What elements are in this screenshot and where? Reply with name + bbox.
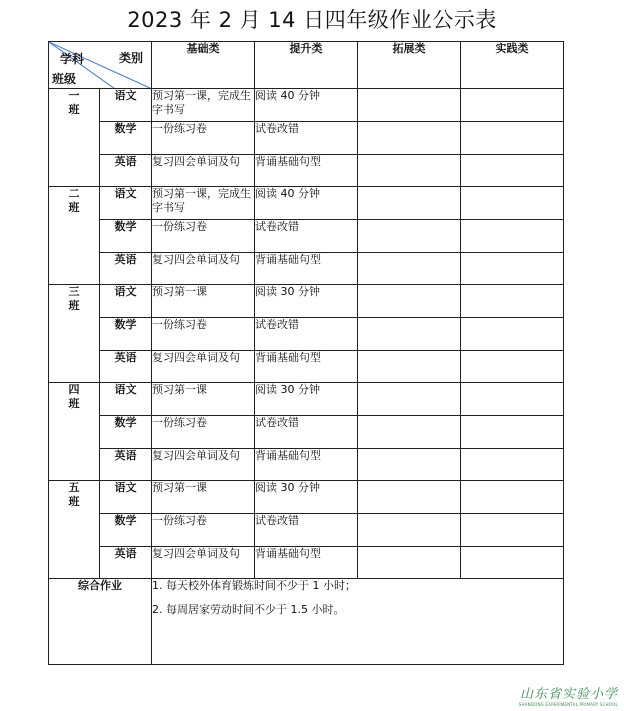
extended-cell	[358, 547, 461, 579]
practice-cell	[461, 155, 564, 187]
subject-cell: 语文	[100, 89, 152, 122]
advanced-cell: 背诵基础句型	[255, 547, 358, 579]
class-name-cell: 四 班	[49, 383, 100, 481]
subject-cell: 语文	[100, 285, 152, 318]
subject-cell: 英语	[100, 253, 152, 285]
table-row	[49, 253, 564, 285]
practice-cell	[461, 318, 564, 351]
extended-cell	[358, 187, 461, 220]
table-row	[49, 383, 564, 416]
table-row	[49, 187, 564, 220]
table-row	[49, 416, 564, 449]
column-header-advanced: 提升类	[255, 42, 358, 89]
practice-cell	[461, 351, 564, 383]
school-logo	[519, 683, 618, 707]
column-header-basic: 基础类	[152, 42, 255, 89]
practice-cell	[461, 187, 564, 220]
class-name-cell: 三 班	[49, 285, 100, 383]
table-row	[49, 449, 564, 481]
table-row	[49, 285, 564, 318]
extended-cell	[358, 514, 461, 547]
basic-cell: 预习第一课	[152, 383, 255, 416]
extended-cell	[358, 416, 461, 449]
basic-cell: 一份练习卷	[152, 318, 255, 351]
advanced-cell: 阅读 30 分钟	[255, 383, 358, 416]
basic-cell: 一份练习卷	[152, 220, 255, 253]
advanced-cell: 阅读 30 分钟	[255, 481, 358, 514]
homework-table	[48, 41, 564, 665]
subject-cell: 数学	[100, 514, 152, 547]
practice-cell	[461, 220, 564, 253]
advanced-cell: 试卷改错	[255, 416, 358, 449]
practice-cell	[461, 481, 564, 514]
extended-cell	[358, 481, 461, 514]
subject-cell: 语文	[100, 383, 152, 416]
advanced-cell: 试卷改错	[255, 318, 358, 351]
extended-cell	[358, 318, 461, 351]
practice-cell	[461, 514, 564, 547]
advanced-cell: 阅读 40 分钟	[255, 89, 358, 122]
extended-cell	[358, 155, 461, 187]
summary-content	[152, 579, 564, 665]
basic-cell: 复习四会单词及句	[152, 155, 255, 187]
practice-cell	[461, 122, 564, 155]
class-name-cell: 五 班	[49, 481, 100, 579]
corner-header-cell	[49, 42, 152, 89]
practice-cell	[461, 383, 564, 416]
table-row	[49, 514, 564, 547]
table-row	[49, 89, 564, 122]
page-title: 2023 年 2 月 14 日四年级作业公示表	[127, 8, 497, 32]
advanced-cell: 试卷改错	[255, 122, 358, 155]
table-row	[49, 351, 564, 383]
subject-cell: 语文	[100, 481, 152, 514]
summary-label: 综合作业	[49, 579, 152, 665]
basic-cell: 复习四会单词及句	[152, 449, 255, 481]
practice-cell	[461, 253, 564, 285]
advanced-cell: 阅读 40 分钟	[255, 187, 358, 220]
table-row	[49, 220, 564, 253]
column-header-extended: 拓展类	[358, 42, 461, 89]
header-row	[49, 42, 564, 89]
subject-cell: 数学	[100, 318, 152, 351]
class-name-cell: 二 班	[49, 187, 100, 285]
practice-cell	[461, 449, 564, 481]
subject-cell: 语文	[100, 187, 152, 220]
extended-cell	[358, 220, 461, 253]
table-row	[49, 122, 564, 155]
practice-cell	[461, 416, 564, 449]
extended-cell	[358, 122, 461, 155]
basic-cell: 一份练习卷	[152, 514, 255, 547]
advanced-cell: 背诵基础句型	[255, 155, 358, 187]
summary-row	[49, 579, 564, 665]
column-header-practice: 实践类	[461, 42, 564, 89]
extended-cell	[358, 351, 461, 383]
advanced-cell: 试卷改错	[255, 514, 358, 547]
extended-cell	[358, 285, 461, 318]
corner-label-subject: 学科	[60, 52, 85, 66]
basic-cell: 一份练习卷	[152, 416, 255, 449]
subject-cell: 数学	[100, 122, 152, 155]
logo-text-cn: 山东省实验小学	[519, 687, 618, 702]
subject-cell: 英语	[100, 547, 152, 579]
basic-cell: 复习四会单词及句	[152, 351, 255, 383]
advanced-cell: 背诵基础句型	[255, 351, 358, 383]
subject-cell: 英语	[100, 351, 152, 383]
extended-cell	[358, 383, 461, 416]
table-row	[49, 481, 564, 514]
basic-cell: 预习第一课	[152, 481, 255, 514]
basic-cell: 一份练习卷	[152, 122, 255, 155]
subject-cell: 数学	[100, 416, 152, 449]
summary-line: 2. 每周居家劳动时间不少于 1.5 小时。	[152, 603, 345, 616]
corner-label-category: 类别	[118, 51, 143, 65]
summary-line: 1. 每天校外体育锻炼时间不少于 1 小时；	[152, 579, 356, 592]
table-row	[49, 318, 564, 351]
extended-cell	[358, 89, 461, 122]
practice-cell	[461, 89, 564, 122]
basic-cell: 复习四会单词及句	[152, 253, 255, 285]
subject-cell: 英语	[100, 155, 152, 187]
corner-label-class: 班级	[52, 72, 77, 86]
subject-cell: 数学	[100, 220, 152, 253]
advanced-cell: 试卷改错	[255, 220, 358, 253]
basic-cell: 复习四会单词及句	[152, 547, 255, 579]
basic-cell: 预习第一课，完成生字书写	[152, 187, 255, 220]
table-row	[49, 547, 564, 579]
extended-cell	[358, 449, 461, 481]
basic-cell: 预习第一课，完成生字书写	[152, 89, 255, 122]
practice-cell	[461, 285, 564, 318]
practice-cell	[461, 547, 564, 579]
basic-cell: 预习第一课	[152, 285, 255, 318]
table-row	[49, 155, 564, 187]
advanced-cell: 阅读 30 分钟	[255, 285, 358, 318]
advanced-cell: 背诵基础句型	[255, 253, 358, 285]
class-name-cell: 一 班	[49, 89, 100, 187]
advanced-cell: 背诵基础句型	[255, 449, 358, 481]
extended-cell	[358, 253, 461, 285]
subject-cell: 英语	[100, 449, 152, 481]
logo-text-en: SHANDONG EXPERIMENTAL PRIMARY SCHOOL	[518, 702, 618, 707]
